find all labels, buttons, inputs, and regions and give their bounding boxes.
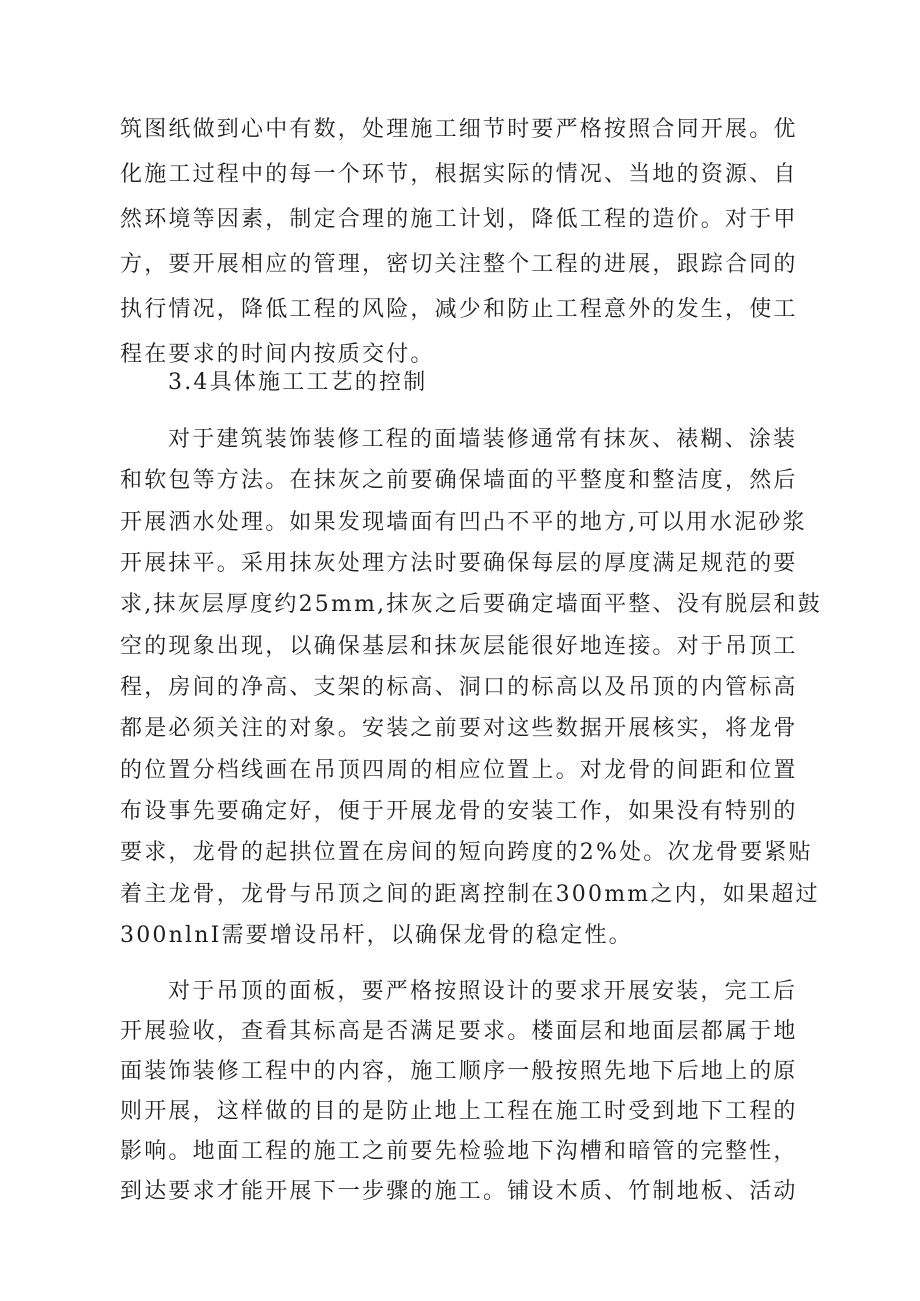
text-line: 的位置分档线画在吊顶四周的相应位置上。对龙骨的间距和位置 (120, 758, 798, 783)
text-line: 然环境等因素，制定合理的施工计划，降低工程的造价。对于甲 (120, 207, 798, 232)
text-line: 求,抹灰层厚度约25mm,抹灰之后要确定墙面平整、没有脱层和鼓 (120, 592, 822, 617)
text-line: 影响。地面工程的施工之前要先检验地下沟槽和暗管的完整性， (120, 1139, 798, 1164)
text-line: 300nlnI需要增设吊杆，以确保龙骨的稳定性。 (120, 923, 633, 948)
text-line: 筑图纸做到心中有数，处理施工细节时要严格按照合同开展。优 (120, 117, 798, 142)
text-line: 对于建筑装饰装修工程的面墙装修通常有抹灰、裱糊、涂装 (168, 427, 798, 452)
text-line: 到达要求才能开展下一步骤的施工。铺设木质、竹制地板、活动 (120, 1179, 798, 1204)
text-line: 化施工过程中的每一个环节，根据实际的情况、当地的资源、自 (120, 162, 798, 187)
text-line: 面装饰装修工程中的内容，施工顺序一般按照先地下后地上的原 (120, 1059, 798, 1084)
text-line: 开展洒水处理。如果发现墙面有凹凸不平的地方,可以用水泥砂浆 (120, 510, 807, 535)
section-heading: 3.4具体施工工艺的控制 (168, 370, 428, 395)
text-line: 方，要开展相应的管理，密切关注整个工程的进展，跟踪合同的 (120, 252, 798, 277)
text-line: 空的现象出现，以确保基层和抹灰层能很好地连接。对于吊顶工 (120, 634, 798, 659)
text-line: 开展验收，查看其标高是否满足要求。楼面层和地面层都属于地 (120, 1019, 798, 1044)
text-line: 程在要求的时间内按质交付。 (120, 342, 435, 367)
text-line: 着主龙骨，龙骨与吊顶之间的距离控制在300mm之内，如果超过 (120, 882, 820, 907)
text-line: 要求，龙骨的起拱位置在房间的短向跨度的2%处。次龙骨要紧贴 (120, 840, 813, 865)
text-line: 和软包等方法。在抹灰之前要确保墙面的平整度和整洁度，然后 (120, 468, 798, 493)
text-line: 对于吊顶的面板，要严格按照设计的要求开展安装，完工后 (168, 979, 798, 1004)
text-line: 程，房间的净高、支架的标高、洞口的标高以及吊顶的内管标高 (120, 675, 798, 700)
text-line: 开展抹平。采用抹灰处理方法时要确保每层的厚度满足规范的要 (120, 551, 798, 576)
text-line: 布设事先要确定好，便于开展龙骨的安装工作，如果没有特别的 (120, 799, 798, 824)
text-line: 都是必须关注的对象。安装之前要对这些数据开展核实，将龙骨 (120, 716, 798, 741)
text-line: 则开展，这样做的目的是防止地上工程在施工时受到地下工程的 (120, 1099, 798, 1124)
text-line: 执行情况，降低工程的风险，减少和防止工程意外的发生，使工 (120, 297, 798, 322)
